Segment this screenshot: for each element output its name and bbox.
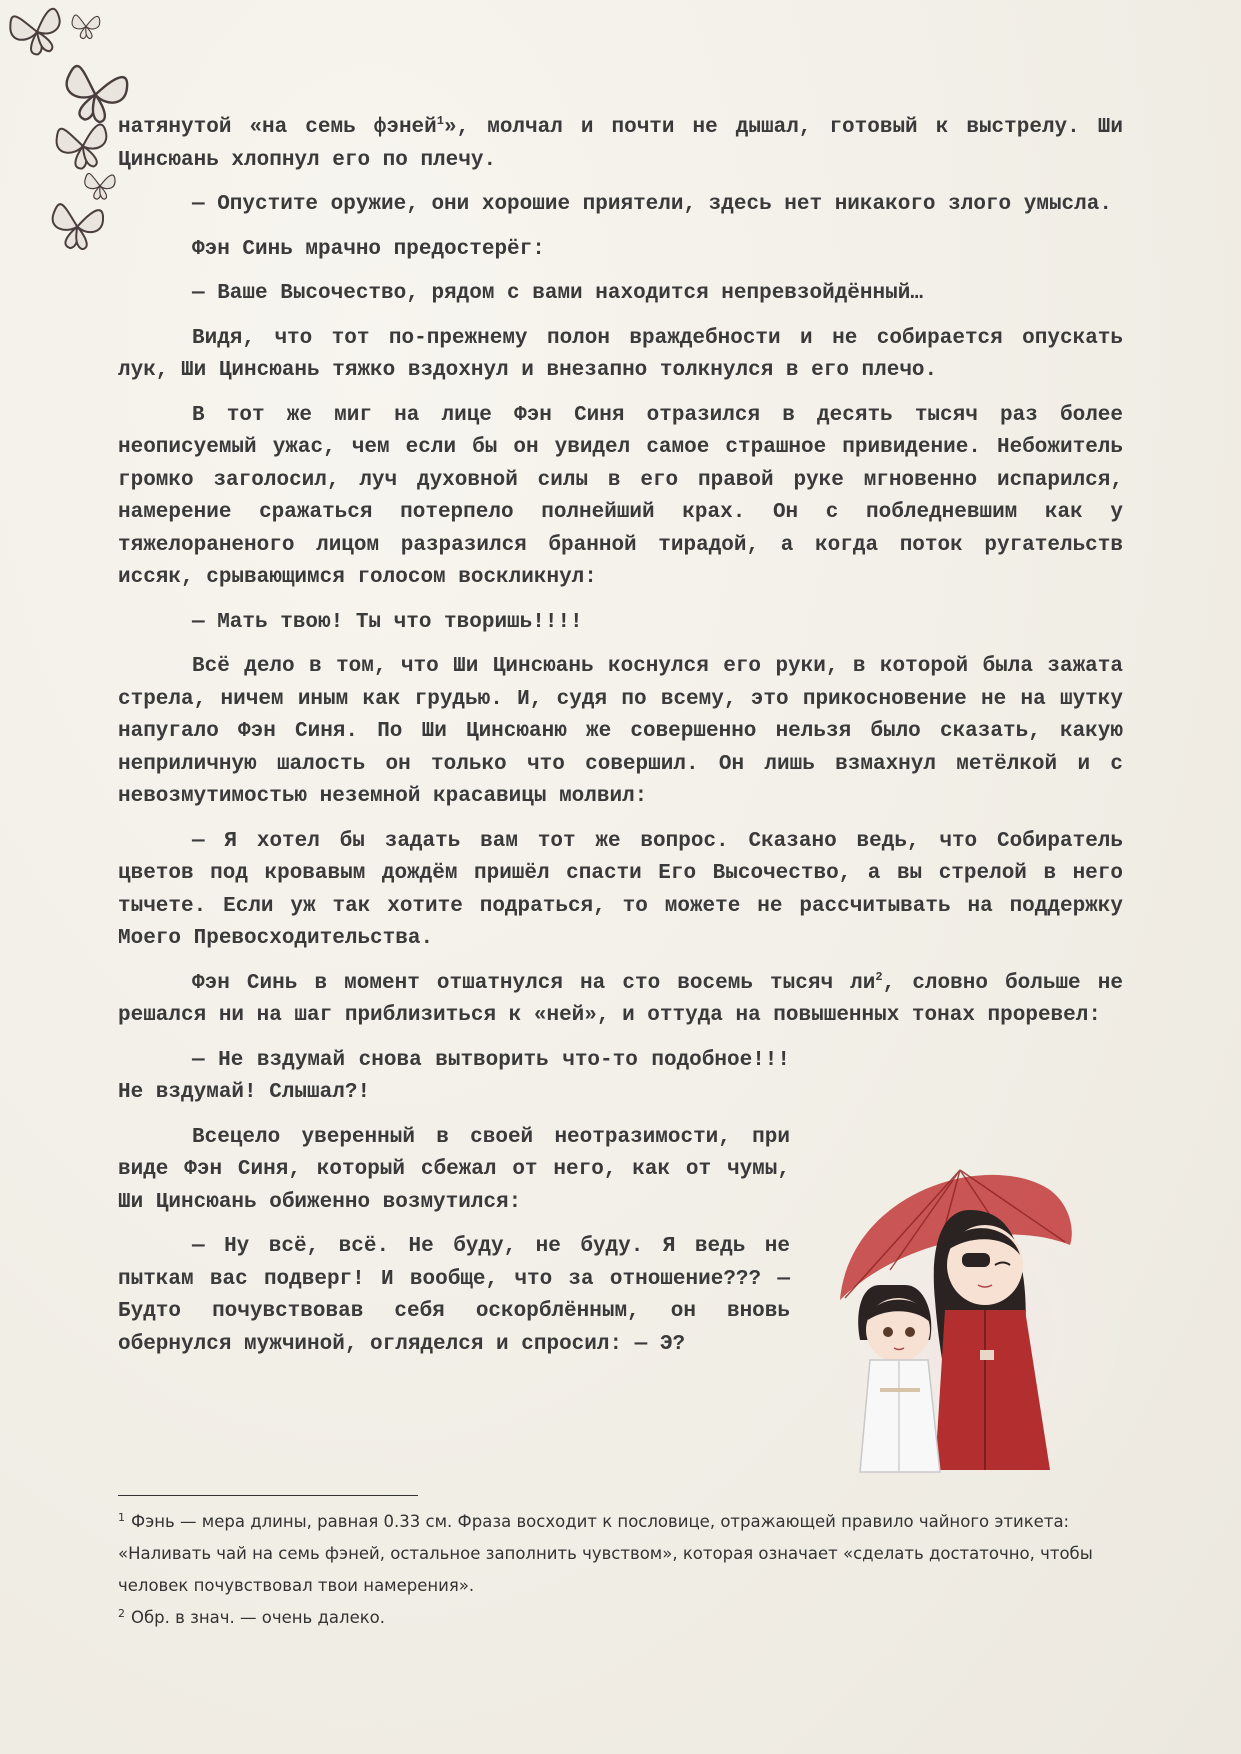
footnotes [118,1506,1123,1634]
paragraph: — Ваше Высочество, рядом с вами находится непревзойдённый… [192,282,923,305]
paragraph: — Опустите оружие, они хорошие приятели, здесь нет никакого злого умысла. [192,193,1112,216]
paragraph: Фэн Синь в момент отшатнулся на сто восемь тысяч $ли^2$, словно больше не решался ни на шаг приблизиться к «ней», и оттуда на повышенных тонах проревел: [118,969,1123,1027]
footnote-ref[interactable]: 2 [875,969,883,984]
paragraph: В тот же миг на лице Фэн Синя отразился в десять тысяч раз более неописуемый ужас, чем если бы он увидел самое страшное привидение. Небожитель громко заголосил, луч духовной силы в его правой руке мгновенно испарился, намерение сражаться потерпело полнейший крах. Он с побледневшим как у тяжелораненого лицом разразился бранной тирадой, а когда поток ругательств иссяк, срывающимся голосом воскликнул: [118,403,1123,589]
paragraph: — Ну всё, всё. Не буду, не буду. Я ведь не пыткам вас подверг! И вообще, что за отношение??? — Будто почувствовав себя оскорблённым, он вновь обернулся мужчиной, огляделся и спросил: — Э? [118,1235,790,1356]
butterfly-icon [7,5,67,59]
illustration-umbrella-characters [820,1150,1120,1475]
paragraph: Фэн Синь мрачно предостерёг: [192,237,545,261]
paragraph: натянутой «на семь фэней$^1$», молчал и почти не дышал, готовый к выстрелу. Ши Цинсюань хлопнул его по плечу. [118,114,1123,172]
paragraph: — Не вздумай снова вытворить что-то подобное!!! Не вздумай! Слышал?! [118,1048,790,1104]
paragraph: Всецело уверенный в своей неотразимости, при виде Фэн Синя, который сбежал от него, как от чумы, Ши Цинсюань обиженно возмутился: [118,1125,790,1214]
footnote-divider [118,1495,418,1496]
paragraph: Всё дело в том, что Ши Цинсюань коснулся его руки, в которой была зажата стрела, ничем иным как грудью. И, судя по всему, это прикосновение не на шутку напугало Фэн Синя. По Ши Цинсюаню же совершенно нельзя было сказать, какую неприличную шалость он только что совершил. Он лишь взмахнул метёлкой и с невозмутимостью неземной красавицы молвил: [118,655,1123,808]
butterfly-icon [72,15,100,39]
paragraph: — Я хотел бы задать вам тот же вопрос. Сказано ведь, что Собиратель цветов под кровавым дождём пришёл спасти Его Высочество, а вы стрелой в него тычете. Если уж так хотите подраться, то можете не рассчитывать на поддержку Моего Превосходительства. [118,829,1123,950]
footnote-ref[interactable]: 1 [436,114,444,128]
butterfly-icon [85,173,115,199]
butterfly-icon [54,121,111,172]
footnote: $^2$ Обр. в знач. — очень далеко. [118,1606,386,1627]
footnote: $^1$ Фэнь — мера длины, равная 0.33 см. Фраза восходит к пословице, отражающей правило чайного этикета: «Наливать чай на семь фэней, остальное заполнить чувством», которая означает «сделать достаточно, чтобы человек почувствовал твои намерения». [118,1510,1093,1595]
paragraph: — Мать твою! Ты что творишь!!!! [192,610,583,634]
butterfly-icon [50,204,104,251]
paragraph: Видя, что тот по-прежнему полон враждебности и не собирается опускать лук, Ши Цинсюань тяжко вздохнул и внезапно толкнулся в его плечо. [118,326,1123,382]
